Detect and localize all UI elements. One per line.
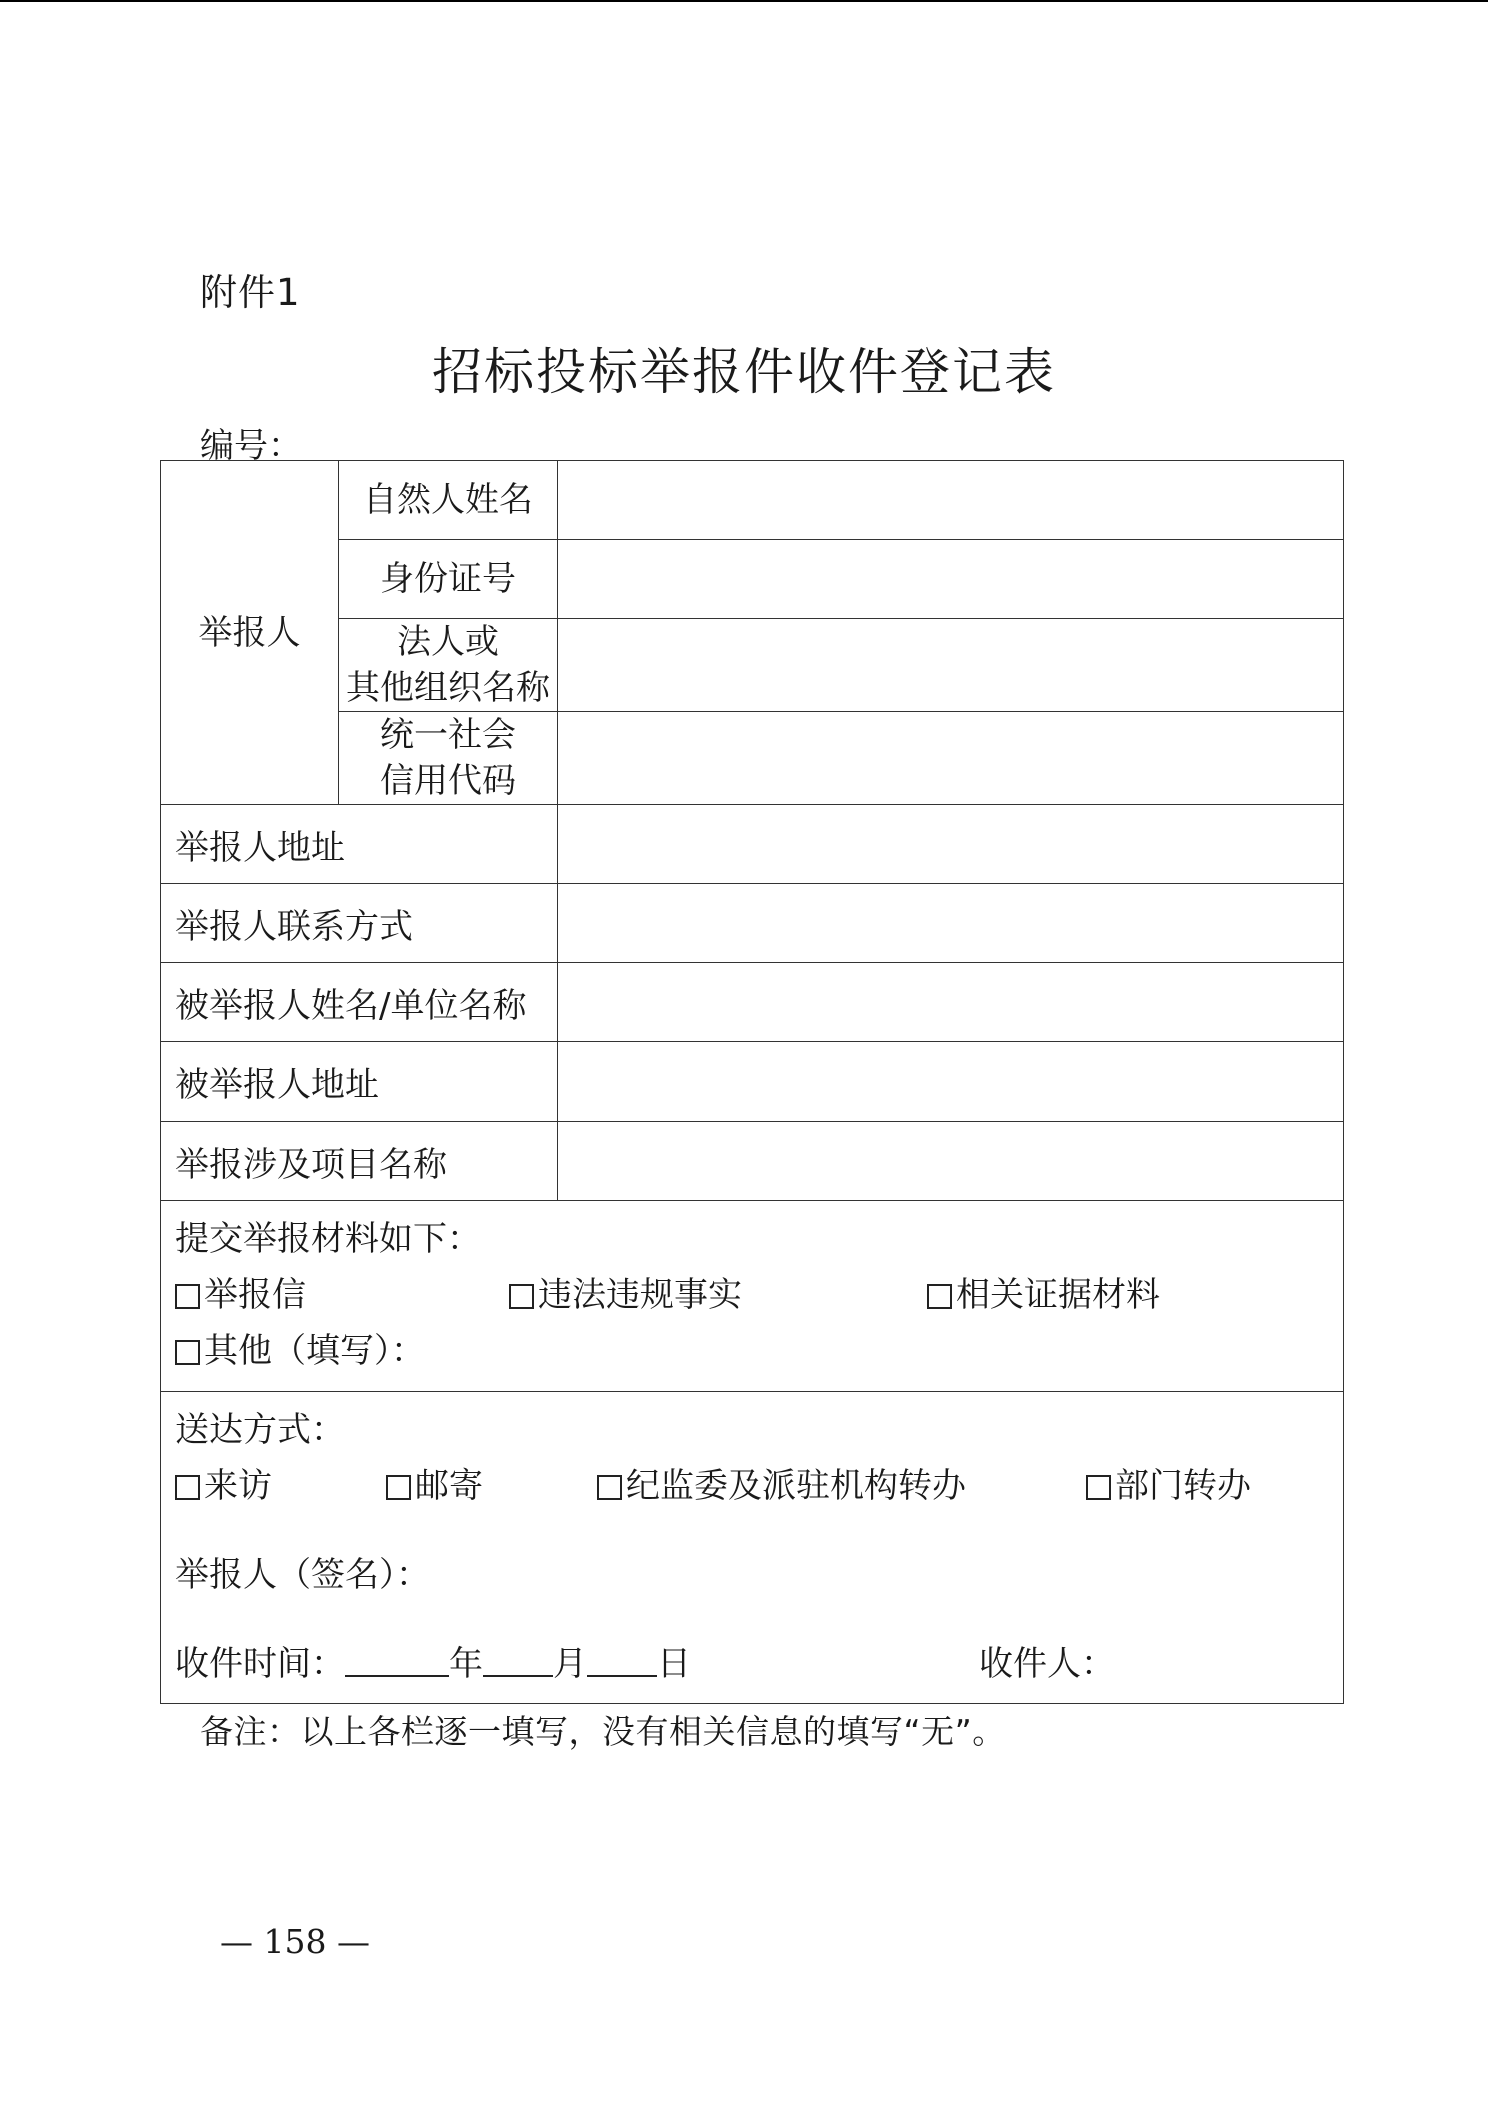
reporter-contact-field[interactable] — [558, 884, 1344, 963]
option-department-transfer[interactable]: 部门转办 — [1086, 1458, 1251, 1514]
credit-code-label: 统一社会 信用代码 — [339, 712, 558, 805]
option-mail[interactable]: 邮寄 — [386, 1458, 597, 1514]
day-blank[interactable] — [587, 1645, 657, 1677]
receiver-label: 收件人： — [979, 1644, 1115, 1684]
signature-label: 举报人（签名）： — [175, 1555, 430, 1595]
organization-name-field[interactable] — [558, 619, 1344, 712]
option-other[interactable]: 其他（填写）： — [175, 1323, 425, 1379]
month-label: 月 — [553, 1644, 587, 1684]
reporter-address-field[interactable] — [558, 805, 1344, 884]
reported-party-name-field[interactable] — [558, 963, 1344, 1042]
day-label: 日 — [657, 1644, 691, 1684]
checkbox-icon[interactable] — [175, 1340, 200, 1365]
year-label: 年 — [449, 1644, 483, 1684]
receive-time-label: 收件时间： — [175, 1644, 345, 1684]
page-title: 招标投标举报件收件登记表 — [432, 343, 1056, 401]
reporter-group-label: 举报人 — [161, 461, 339, 805]
option-report-letter[interactable]: 举报信 — [175, 1267, 509, 1323]
id-number-field[interactable] — [558, 540, 1344, 619]
natural-person-name-label: 自然人姓名 — [339, 461, 558, 540]
reported-party-address-field[interactable] — [558, 1042, 1344, 1122]
reported-party-name-label: 被举报人姓名/单位名称 — [161, 963, 558, 1042]
checkbox-icon[interactable] — [509, 1284, 534, 1309]
option-visit[interactable]: 来访 — [175, 1458, 386, 1514]
month-blank[interactable] — [483, 1645, 553, 1677]
project-name-label: 举报涉及项目名称 — [161, 1122, 558, 1201]
checkbox-icon[interactable] — [175, 1475, 200, 1500]
reported-party-address-label: 被举报人地址 — [161, 1042, 558, 1122]
footnote: 备注：以上各栏逐一填写，没有相关信息的填写“无”。 — [200, 1712, 1006, 1751]
natural-person-name-field[interactable] — [558, 461, 1344, 540]
year-blank[interactable] — [345, 1645, 449, 1677]
attachment-label: 附件1 — [200, 271, 301, 314]
checkbox-icon[interactable] — [175, 1284, 200, 1309]
reporter-contact-label: 举报人联系方式 — [161, 884, 558, 963]
page-number: — 158 — — [220, 1922, 370, 1961]
organization-name-label: 法人或 其他组织名称 — [339, 619, 558, 712]
id-number-label: 身份证号 — [339, 540, 558, 619]
delivery-heading: 送达方式： — [175, 1410, 345, 1450]
option-evidence-materials[interactable]: 相关证据材料 — [927, 1267, 1160, 1323]
top-border-line — [0, 0, 1488, 2]
signature-line — [175, 1547, 1329, 1603]
option-violation-facts[interactable]: 违法违规事实 — [509, 1267, 927, 1323]
project-name-field[interactable] — [558, 1122, 1344, 1201]
checkbox-icon[interactable] — [927, 1284, 952, 1309]
option-discipline-transfer[interactable]: 纪监委及派驻机构转办 — [597, 1458, 1086, 1514]
checkbox-icon[interactable] — [386, 1475, 411, 1500]
reporter-address-label: 举报人地址 — [161, 805, 558, 884]
checkbox-icon[interactable] — [597, 1475, 622, 1500]
materials-section — [161, 1201, 1344, 1392]
registration-form-table — [160, 460, 1344, 1704]
receive-time-line — [175, 1636, 1329, 1692]
serial-number-label: 编号： — [200, 426, 302, 466]
credit-code-field[interactable] — [558, 712, 1344, 805]
checkbox-icon[interactable] — [1086, 1475, 1111, 1500]
delivery-section — [161, 1392, 1344, 1704]
materials-heading: 提交举报材料如下： — [175, 1219, 481, 1259]
